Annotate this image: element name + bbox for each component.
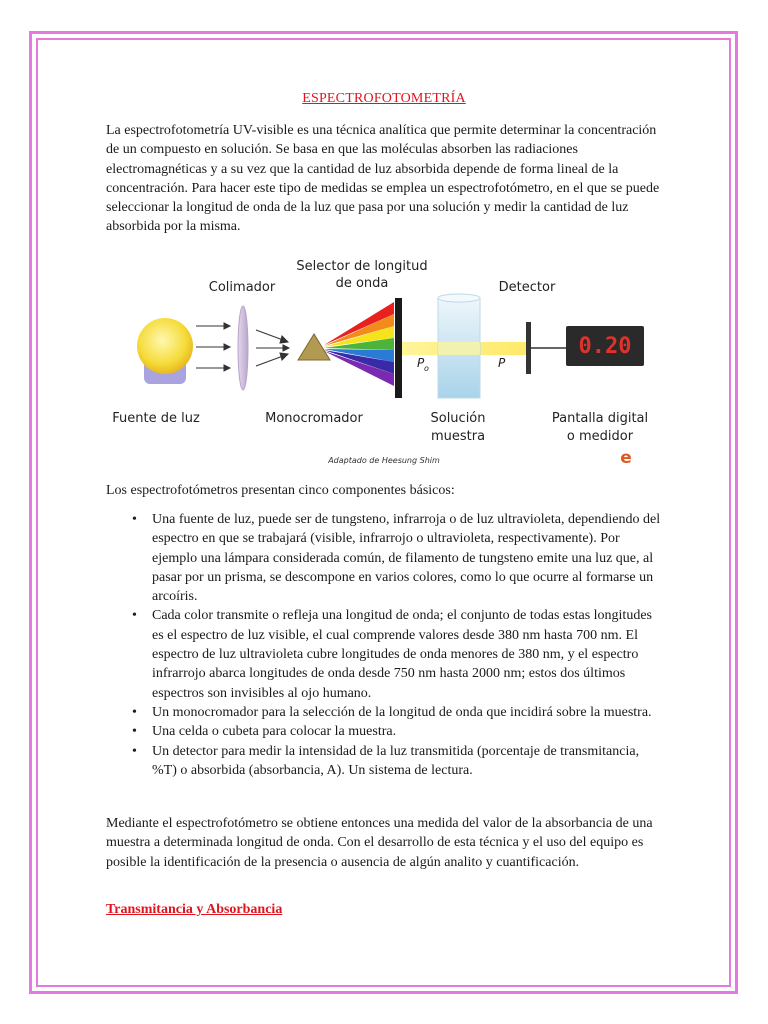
label-p0: P xyxy=(417,356,425,370)
figure-caption: Adaptado de Heesung Shim xyxy=(328,456,440,465)
lamp-bulb-icon xyxy=(137,318,193,374)
list-item xyxy=(106,722,666,741)
label-p0-subscript: o xyxy=(424,364,429,373)
components-intro: Los espectrofotómetros presentan cinco componentes básicos: xyxy=(106,483,455,498)
prism-icon xyxy=(298,334,330,360)
collimated-arrows xyxy=(256,330,289,366)
dispersed-spectrum xyxy=(324,302,394,386)
list-item-text: Un monocromador para la selección de la longitud de onda que incidirá sobre la muestra. xyxy=(152,704,652,720)
bullet-icon: • xyxy=(132,743,137,759)
intro-paragraph: La espectrofotometría UV-visible es una técnica analítica que permite determinar la concentración de un compuesto en solución. Se basa en que las moléculas absorben las radiaciones electromagnéticas y a su vez que la cantidad de luz absorbida depende de forma lineal de la concentración. Para hacer este tipo de medidas se emplea un espectrofotómetro, en el que se puede seleccionar la longitud de onda de la luz que pasa por una solución y medir la cantidad de luz absorbida por la misma. xyxy=(106,123,660,235)
bullet-icon: • xyxy=(132,512,137,527)
label-p: P xyxy=(498,356,506,370)
label-selector-line1: Selector de longitud xyxy=(296,259,428,274)
components-list xyxy=(106,510,666,780)
page-title: ESPECTROFOTOMETRÍA xyxy=(302,91,466,106)
list-item xyxy=(106,742,666,781)
spectrophotometer-diagram xyxy=(106,250,666,470)
label-pantalla-line1: Pantalla digital xyxy=(551,411,649,426)
list-item xyxy=(106,510,666,606)
detector-plate xyxy=(526,322,531,374)
display-reading: 0.20 xyxy=(578,334,632,359)
list-item xyxy=(106,703,666,722)
wavelength-selector-slit xyxy=(395,298,402,398)
bullet-icon: • xyxy=(132,724,137,740)
label-fuente: Fuente de luz xyxy=(112,411,200,426)
label-monocromador: Monocromador xyxy=(265,411,363,426)
sample-cuvette xyxy=(438,294,480,398)
bullet-icon: • xyxy=(132,608,137,624)
label-detector: Detector xyxy=(498,280,556,295)
list-item-text: Un detector para medir la intensidad de la luz transmitida (porcentaje de transmitancia, %T) o absorbida (absorbancia, A). Un sistema de lectura. xyxy=(152,743,640,778)
collimator-lens xyxy=(238,306,248,390)
list-item-text: Una celda o cubeta para colocar la muestra. xyxy=(152,724,397,740)
section-subheading: Transmitancia y Absorbancia xyxy=(106,902,283,917)
bullet-icon: • xyxy=(132,704,137,720)
closing-paragraph: Mediante el espectrofotómetro se obtiene entonces una medida del valor de la absorbancia de una muestra a determinada longitud de onda. Con el desarrollo de esta técnica y el uso del equipo es posible la identificación de la presencia o ausencia de algún analito y cuantificación. xyxy=(106,816,653,870)
label-pantalla-line2: o medidor xyxy=(566,429,634,444)
source-logo-icon: e xyxy=(620,448,632,468)
list-item-text: Cada color transmite o refleja una longitud de onda; el conjunto de todas estas longitudes es el espectro de luz visible, el cual comprende valores desde 380 nm hasta 700 nm. El espectro de luz ultravioleta cubre longitudes de onda menores de 380 nm, y el espectro infrarrojo abarca longitudes de onda desde 750 nm hasta 2000 nm; estos dos últimos espectros son invisibles al ojo humano. xyxy=(152,608,652,701)
label-solucion-line1: Solución xyxy=(430,411,486,426)
incident-arrows xyxy=(196,323,230,371)
label-colimador: Colimador xyxy=(208,280,276,295)
list-item-text: Una fuente de luz, puede ser de tungsteno, infrarroja o de luz ultravioleta, dependiendo del espectro en que se trabajará (visible, infrarrojo o ultravioleta, respectivamente). Por ejemplo una lámpara considerada común, de filamento de tungsteno emite una luz que, al pasar por un prisma, se descompone en varios colores, como lo que ocurre al formarse un arcoíris. xyxy=(152,512,661,605)
list-item xyxy=(106,606,666,702)
label-solucion-line2: muestra xyxy=(430,429,486,444)
label-selector-line2: de onda xyxy=(335,276,389,291)
